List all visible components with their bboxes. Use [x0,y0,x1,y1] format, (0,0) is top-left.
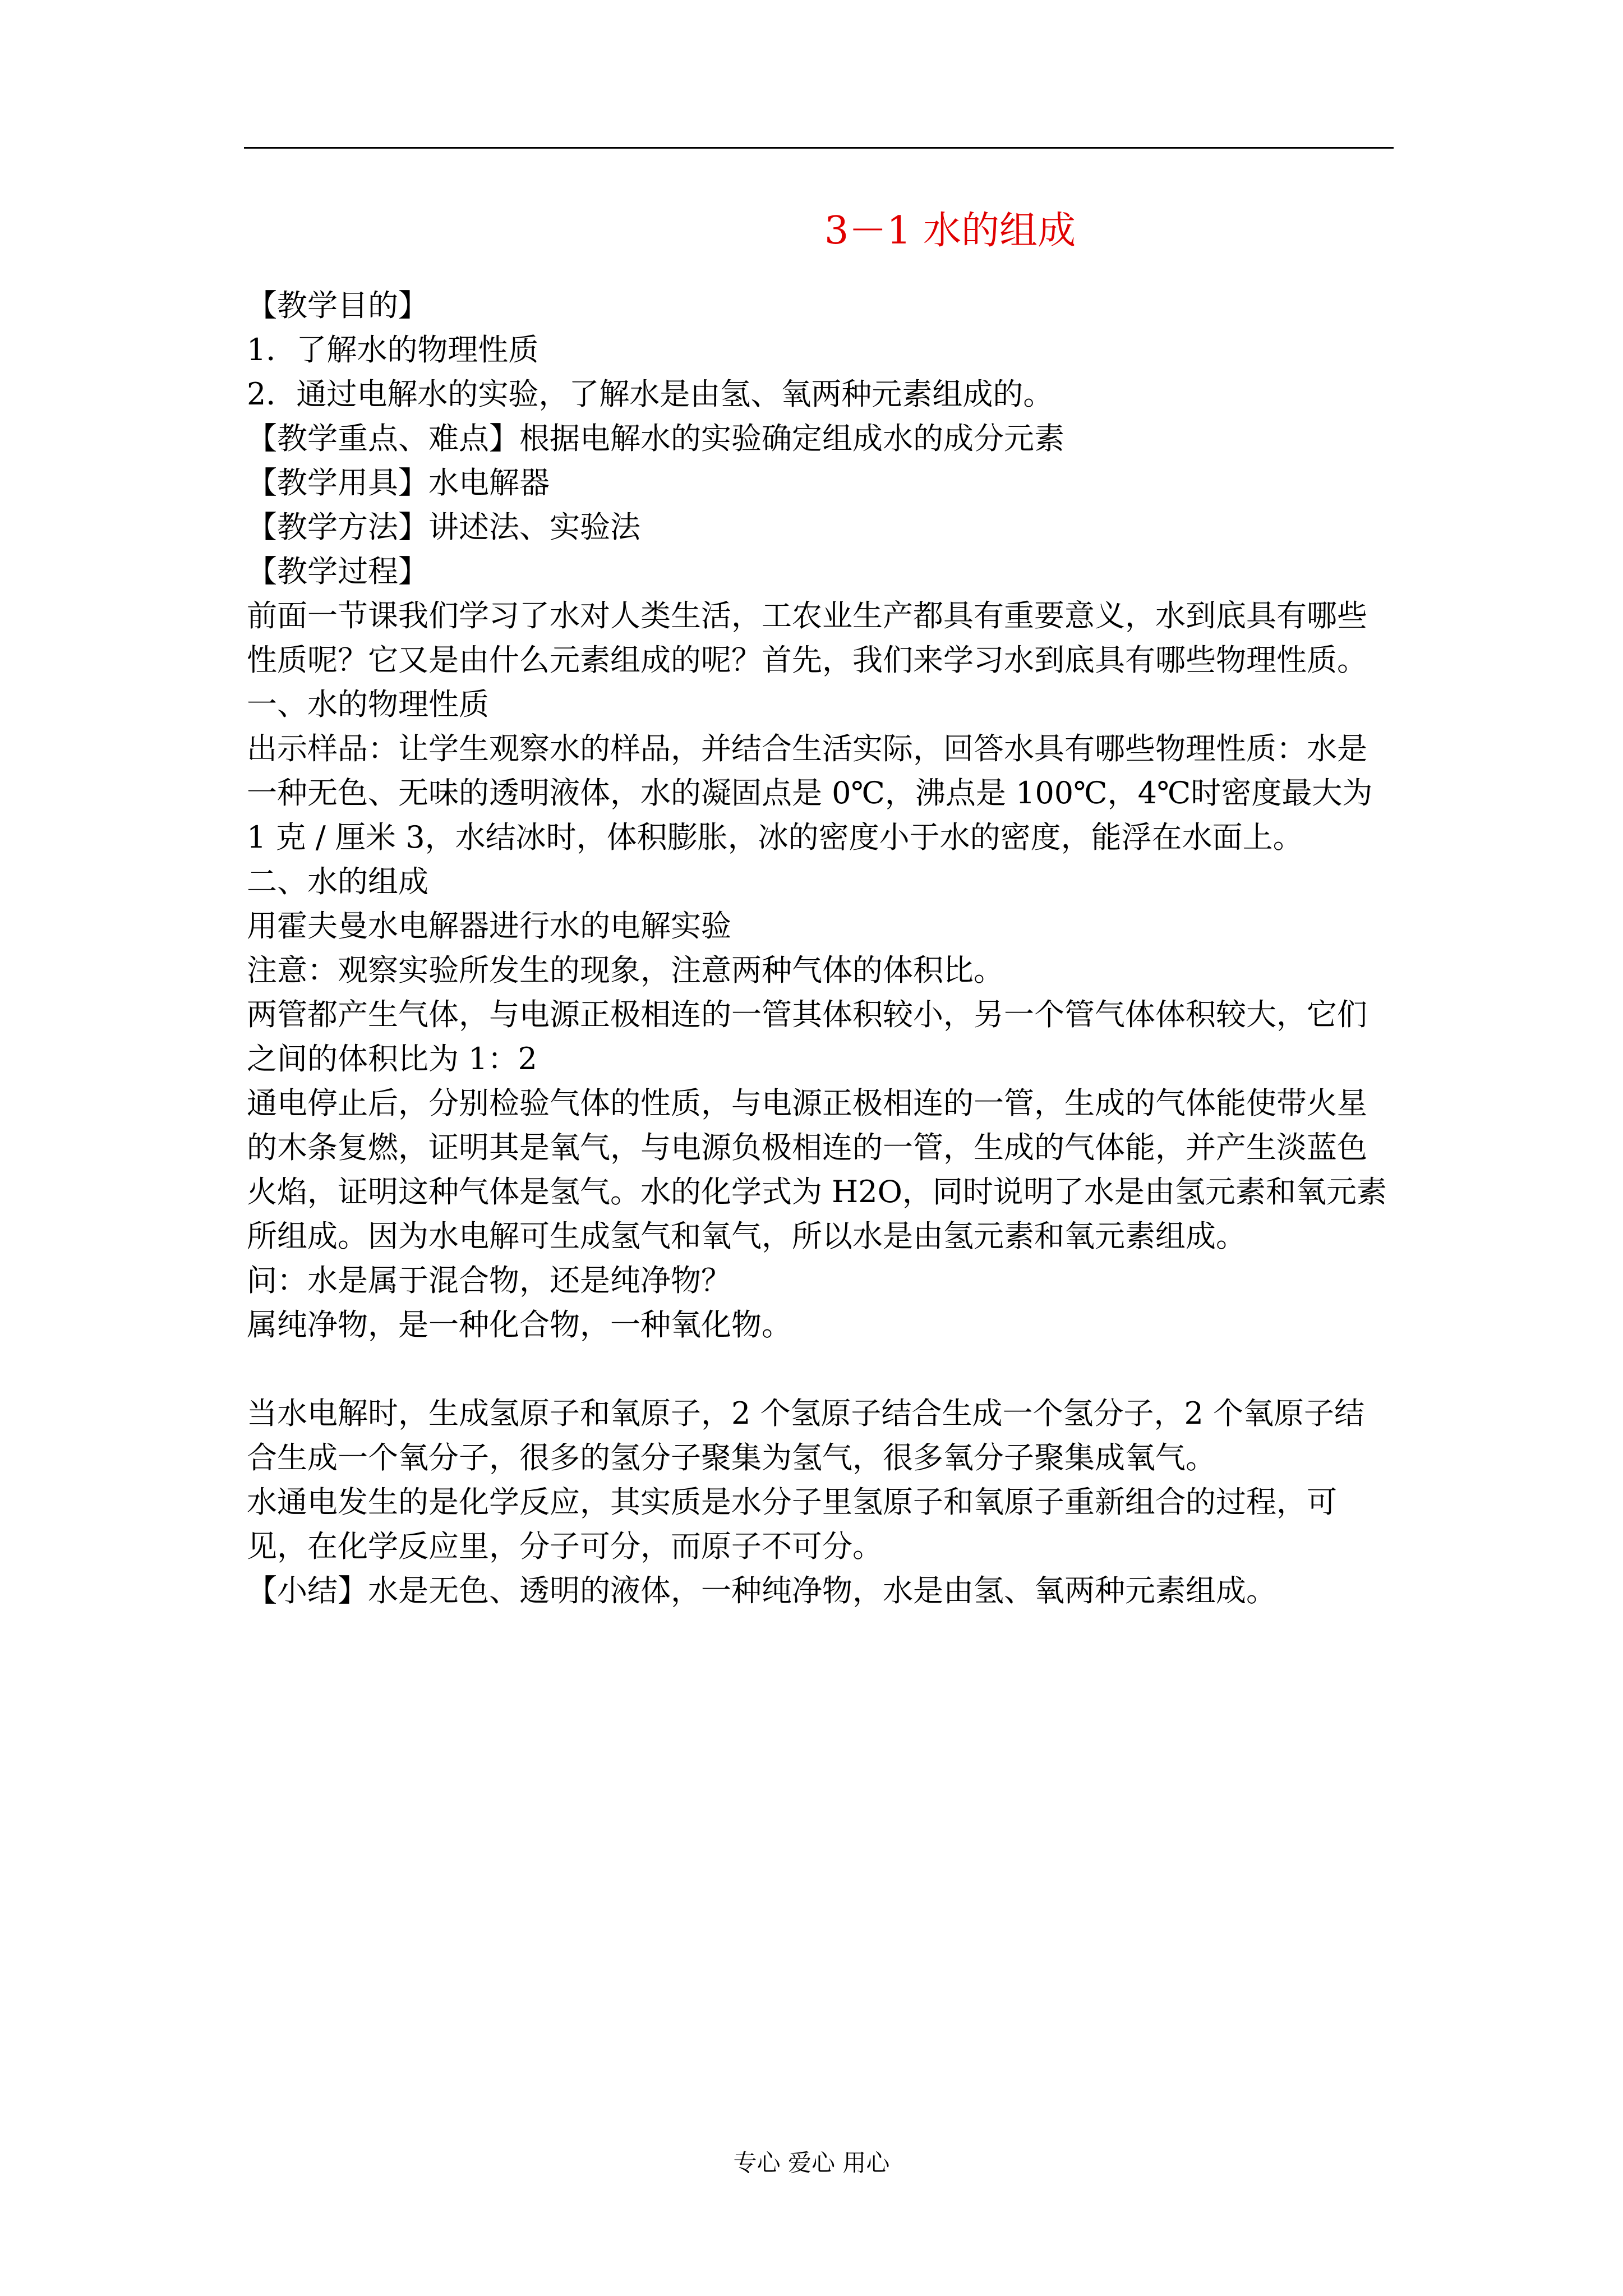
paragraph: 属纯净物，是一种化合物，一种氧化物。 [247,1307,792,1342]
paragraph: 二、水的组成 [247,864,428,899]
document-body [247,283,1391,1613]
paragraph: 2．通过电解水的实验，了解水是由氢、氧两种元素组成的。 [247,376,1054,412]
paragraph: 【教学用具】水电解器 [247,465,550,500]
paragraph: 水通电发生的是化学反应，其实质是水分子里氢原子和氧原子重新组合的过程，可见，在化学反应里，分子可分，而原子不可分。 [247,1484,1337,1564]
header-rule [244,147,1394,149]
paragraph: 一、水的物理性质 [247,687,489,722]
paragraph: 注意：观察实验所发生的现象，注意两种气体的体积比。 [247,953,1004,988]
paragraph: 【教学过程】 [247,554,428,589]
blank-line [247,1347,1391,1391]
paragraph: 出示样品：让学生观察水的样品，并结合生活实际，回答水具有哪些物理性质：水是一种无色、无味的透明液体，水的凝固点是 0℃，沸点是 100℃，4℃时密度最大为 1 克 / 厘米 3，水结冰时，体积膨胀，冰的密度小于水的密度，能浮在水面上。 [247,731,1373,855]
paragraph: 问：水是属于混合物，还是纯净物？ [247,1263,731,1298]
paragraph: 【教学目的】 [247,288,428,323]
paragraph: 【教学方法】讲述法、实验法 [247,509,640,545]
paragraph: 【教学重点、难点】根据电解水的实验确定组成水的成分元素 [247,421,1064,456]
page-footer: 专心 爱心 用心 [733,2149,890,2177]
paragraph: 两管都产生气体，与电源正极相连的一管其体积较小，另一个管气体体积较大，它们之间的体积比为 1：2 [247,997,1367,1076]
paragraph: 前面一节课我们学习了水对人类生活，工农业生产都具有重要意义，水到底具有哪些性质呢？它又是由什么元素组成的呢？首先，我们来学习水到底具有哪些物理性质。 [247,598,1367,678]
page-title: 3－1 水的组成 [824,209,1076,253]
paragraph: 【小结】水是无色、透明的液体，一种纯净物，水是由氢、氧两种元素组成。 [247,1573,1276,1608]
paragraph: 1．了解水的物理性质 [247,332,539,367]
paragraph: 通电停止后，分别检验气体的性质，与电源正极相连的一管，生成的气体能使带火星的木条复燃，证明其是氧气，与电源负极相连的一管，生成的气体能，并产生淡蓝色火焰，证明这种气体是氢气。水的化学式为 H2O，同时说明了水是由氢元素和氧元素所组成。因为水电解可生成氢气和氧气，所以水是由氢元素和氧元素组成。 [247,1085,1387,1254]
paragraph: 当水电解时，生成氢原子和氧原子，2 个氢原子结合生成一个氢分子，2 个氧原子结合生成一个氧分子，很多的氢分子聚集为氢气，很多氧分子聚集成氧气。 [247,1396,1365,1475]
paragraph: 用霍夫曼水电解器进行水的电解实验 [247,908,731,944]
